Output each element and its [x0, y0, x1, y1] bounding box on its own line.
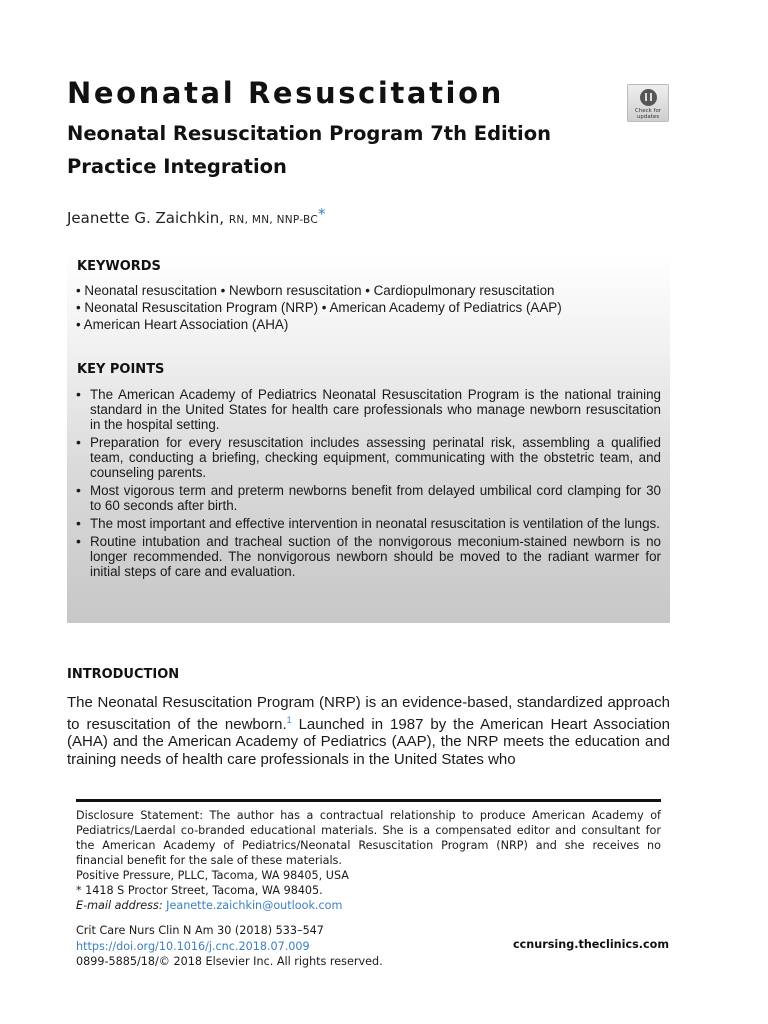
- key-point-item: • The American Academy of Pediatrics Neonatal Resuscitation Program is the national training standard in the United States for health care professionals who manage newborn resuscitation in the hospital setting.: [76, 387, 661, 432]
- introduction-text-1: The Neonatal Resuscitation Program (NRP) is an evidence-based, standardized approach to resuscitation of the newborn.: [67, 694, 670, 733]
- author-line: [67, 205, 326, 227]
- subtitle-line-1: Neonatal Resuscitation Program 7th Edition: [67, 122, 552, 145]
- disclosure-statement: Disclosure Statement: The author has a contractual relationship to produce American Academy of Pediatrics/Laerdal co-branded educational materials. She is a compensated editor and consultant for the American Academy of Pediatrics/Neonatal Resuscitation Program (NRP) and she receives no financial benefit for the sale of these materials.: [76, 809, 661, 867]
- email-line: [76, 898, 661, 913]
- affiliation: Positive Pressure, PLLC, Tacoma, WA 98405, USA: [76, 869, 349, 882]
- email-label: E-mail address:: [76, 899, 163, 912]
- journal-website[interactable]: ccnursing.theclinics.com: [513, 938, 669, 951]
- check-for-updates-icon: [640, 89, 657, 106]
- journal-citation: Crit Care Nurs Clin N Am 30 (2018) 533–547: [76, 924, 324, 937]
- keywords-heading: KEYWORDS: [77, 259, 161, 274]
- footnotes: [76, 808, 661, 913]
- introduction-paragraph: [67, 694, 670, 768]
- author-credentials: RN, MN, NNP-BC: [228, 214, 319, 226]
- key-points-heading: KEY POINTS: [77, 362, 165, 377]
- check-for-updates-badge[interactable]: [627, 84, 669, 122]
- key-point-item: • Most vigorous term and preterm newborns benefit from delayed umbilical cord clamping for 30 to 60 seconds after birth.: [76, 483, 661, 513]
- footer-divider: [76, 799, 661, 802]
- introduction-text-2: Launched in 1987 by the American Heart Association (AHA) and the American Academy of Pediatrics (AAP), the NRP meets the education and training needs of health care professionals in the United States who: [67, 715, 670, 768]
- key-points-list: [76, 387, 661, 582]
- check-for-updates-label: Check for updates: [634, 108, 662, 120]
- copyright: 0899-5885/18/© 2018 Elsevier Inc. All rights reserved.: [76, 955, 383, 968]
- keywords-line: • American Heart Association (AHA): [76, 317, 289, 332]
- introduction-heading: INTRODUCTION: [67, 667, 180, 682]
- article-title: Neonatal Resuscitation: [67, 76, 504, 110]
- key-point-item: • The most important and effective intervention in neonatal resuscitation is ventilation of the lungs.: [76, 516, 661, 531]
- correspondence-address: * 1418 S Proctor Street, Tacoma, WA 98405.: [76, 884, 323, 897]
- reference-link[interactable]: 1: [286, 714, 292, 725]
- doi-link[interactable]: https://doi.org/10.1016/j.cnc.2018.07.009: [76, 939, 310, 953]
- subtitle-line-2: Practice Integration: [67, 155, 287, 178]
- email-link[interactable]: Jeanette.zaichkin@outlook.com: [166, 899, 343, 912]
- key-point-item: • Preparation for every resuscitation includes assessing perinatal risk, assembling a qualified team, conducting a briefing, checking equipment, communicating with the obstetric team, and counseling parents.: [76, 435, 661, 480]
- article-subtitle: [67, 117, 627, 183]
- keywords-line: • Neonatal resuscitation • Newborn resuscitation • Cardiopulmonary resuscitation: [76, 283, 555, 298]
- key-point-item: • Routine intubation and tracheal suction of the nonvigorous meconium-stained newborn is no longer recommended. The nonvigorous newborn should be moved to the radiant warmer for initial steps of care and evaluation.: [76, 534, 661, 579]
- keywords-list: [76, 282, 656, 333]
- author-footnote-marker[interactable]: *: [318, 205, 326, 223]
- keywords-line: • Neonatal Resuscitation Program (NRP) • American Academy of Pediatrics (AAP): [76, 300, 562, 315]
- keywords-keypoints-box: [67, 252, 670, 623]
- citation-block: [76, 923, 383, 970]
- author-name: Jeanette G. Zaichkin,: [67, 209, 225, 227]
